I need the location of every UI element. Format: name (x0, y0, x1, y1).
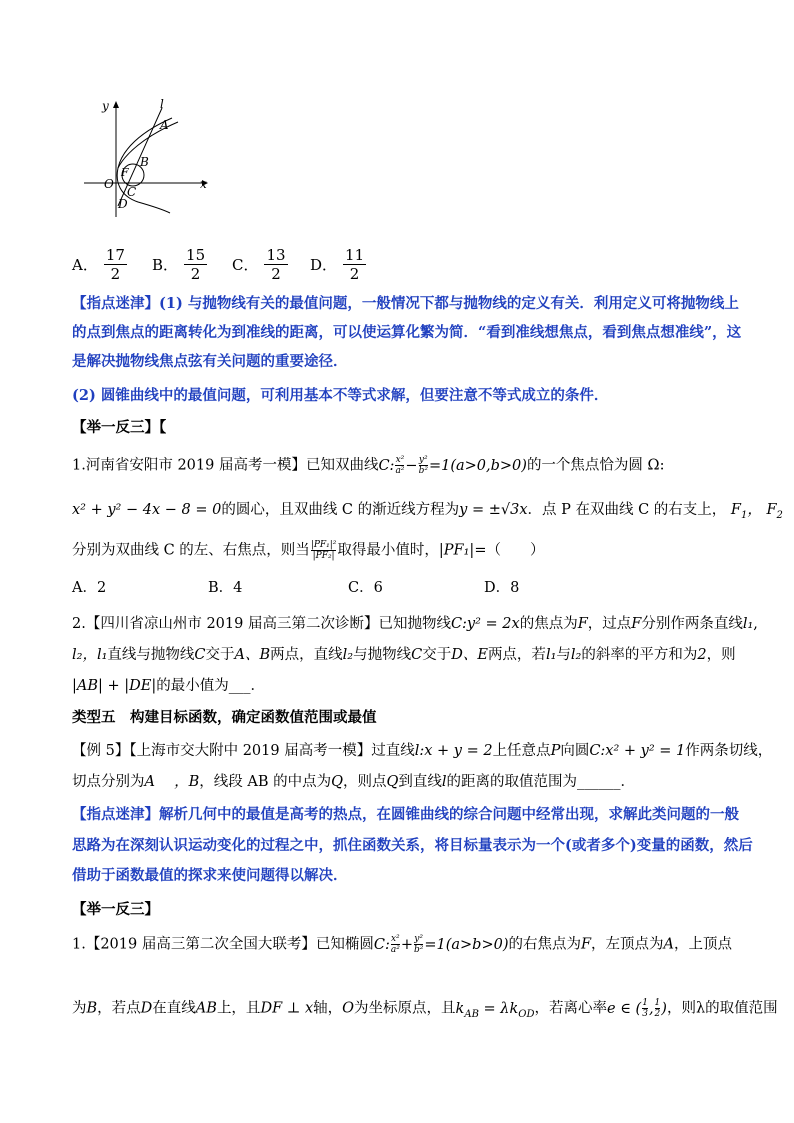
q1-line3 (72, 540, 734, 561)
option-fraction (184, 246, 207, 283)
q1-text: 取得最小值时， (337, 542, 439, 559)
circle-equation: x² + y² − 4x − 8 = 0 (72, 502, 222, 518)
numerator: 11 (345, 245, 365, 264)
numerator: 13 (266, 245, 286, 264)
q1-option-c: C．6 (348, 580, 383, 596)
ex5-text: ，则点 (343, 774, 387, 790)
option-c (232, 242, 294, 286)
denominator: 2 (271, 264, 281, 283)
label-x: x (200, 177, 207, 191)
ex5-text: ，线段 AB 的中点为 (199, 774, 332, 790)
q3-text: 1.【2019 届高三第二次全国大联考】已知椭圆 (72, 936, 374, 953)
tip-text: 是解决抛物线焦点弦有关问题的重要途径． (72, 353, 348, 370)
tip-text: 的点到焦点的距离转化为到准线的距离，可以使运算化繁为简．“看到准线想焦点，看到焦点想准线”，这 (72, 324, 742, 341)
q2-text: 的焦点为 (519, 616, 578, 632)
q3-text: ，若离心率 (534, 1000, 607, 1017)
ex5-text: 的距离的取值范围为______． (446, 774, 636, 790)
ex5-text: 作两条切线， (685, 743, 773, 759)
parabola-figure (80, 96, 220, 221)
numerator: 17 (105, 245, 125, 264)
tip1-line4 (72, 386, 734, 406)
q3-text: ，则λ的取值范围 (666, 1000, 778, 1017)
q1-line2 (72, 500, 783, 526)
q3-line1: 1.【2019 届高三第二次全国大联考】已知椭圆C: $\frac{\text{x²}}{\text{a²}}$ + $\frac{\text{y²}}{\text{b²}}$ =1(a>b>0)的右焦点为F，左顶点为A，上顶点 (72, 934, 733, 955)
ex5-text: 切点分别为 (72, 774, 145, 790)
q2-line2: l₂，l₁直线与抛物线C交于A、B两点，直线l₂与抛物线C交于D、E两点，若l₁与l₂的斜率的平方和为2，则 (72, 647, 736, 663)
label-F: F (121, 166, 129, 179)
q1-option-b: B．4 (208, 580, 243, 596)
denominator: 2 (110, 264, 121, 283)
q2-line3 (72, 676, 734, 696)
section-header: 【举一反三】【 (72, 419, 167, 436)
tip1-line2 (72, 323, 742, 343)
label-O: O (104, 177, 114, 191)
y-axis-arrow (113, 101, 119, 108)
q2-line1: 2.【四川省凉山州市 2019 届高三第二次诊断】已知抛物线C:y² = 2x的焦点为F，过点F分别作两条直线l₁, (72, 616, 758, 632)
ex5-text: 到直线 (398, 774, 442, 790)
ex5-text: 上任意点 (492, 743, 551, 759)
label-l: l (160, 97, 164, 111)
option-fraction (104, 246, 127, 283)
option-letter: C． (232, 255, 259, 274)
q2-text: 交于 (422, 647, 452, 663)
ex5-line1: 【例 5】【上海市交大附中 2019 届高考一模】过直线l:x + y = 2上任意点P向圆C:x² + y² = 1作两条切线， (72, 743, 773, 759)
q3-text: ，左顶点为 (591, 936, 664, 953)
option-fraction (264, 246, 287, 283)
q2-text: ，则 (706, 647, 736, 663)
q3-text: 为坐标原点，且 (354, 1000, 456, 1017)
foci-labels: $F_1$， $F_2$ (726, 502, 783, 521)
q1-line1 (72, 455, 734, 476)
q2-text: 两点，若 (487, 647, 546, 663)
hyperbola-equation: C: $\frac{\text{x²}}{\text{a²}}$ − $\frac{\text{y²}}{\text{b²}}$ =1(a>0,b>0) (378, 455, 527, 476)
q1-text: ．点 P 在双曲线 C 的右支上， (527, 502, 727, 518)
denominator: 2 (190, 264, 201, 283)
q2-text: 的最小值为___． (156, 678, 265, 694)
option-b (152, 242, 213, 286)
option-letter: B． (152, 255, 179, 274)
tip2-line3 (72, 866, 734, 886)
q1-text: 分别为双曲线 C 的左、右焦点，则当 (72, 542, 310, 559)
sum-expression: |AB| + |DE| (72, 678, 157, 694)
option-fraction (343, 246, 366, 283)
q1-option-a: A．2 (72, 580, 107, 596)
q2-text: 2.【四川省凉山州市 2019 届高三第二次诊断】已知抛物线 (72, 616, 451, 632)
q3-text: 轴， (313, 1000, 343, 1017)
tip1-line1 (72, 294, 739, 314)
tip-text: 解析几何中的最值是高考的热点，在圆锥曲线的综合问题中经常出现，求解此类问题的一般 (159, 806, 739, 823)
asymptote-equation: y = ±√3x (459, 502, 528, 518)
option-a (72, 242, 133, 286)
option-letter: A． (72, 255, 98, 274)
parabola-equation: C:y² = 2x (450, 616, 520, 632)
label-y: y (102, 99, 109, 113)
label-C: C (127, 185, 137, 199)
tip2-line1 (72, 805, 739, 825)
practice-header-2 (72, 900, 734, 920)
ellipse-equation: C: $\frac{\text{x²}}{\text{a²}}$ + $\frac{\text{y²}}{\text{b²}}$ =1(a>b>0) (373, 934, 509, 955)
q3-text: ，若点 (97, 1000, 141, 1017)
tip-text: 借助于函数最值的探求来使问题得以解决． (72, 867, 348, 884)
q1-text: =（ ） (474, 542, 545, 559)
q2-text: 直线与抛物线 (107, 647, 195, 663)
q2-text: 分别作两条直线 (641, 616, 743, 632)
tip-tag: 【指点迷津】 (72, 295, 159, 312)
ex5-text: 【例 5】【上海市交大附中 2019 届高考一模】过直线 (72, 743, 415, 759)
label-A: A (160, 118, 169, 132)
q3-text: 的右焦点为 (508, 936, 581, 953)
type5-heading (72, 708, 734, 728)
section-header: 【举一反三】 (72, 901, 159, 918)
section-heading: 类型五 构建目标函数，确定函数值范围或最值 (72, 709, 377, 726)
q2-text: ，过点 (587, 616, 632, 632)
option-letter: D． (310, 255, 338, 274)
q1-text: 的一个焦点恰为圆 Ω: (526, 457, 665, 474)
practice-header-1 (72, 418, 734, 438)
option-d (310, 242, 372, 286)
label-D: D (118, 197, 128, 211)
q2-text: 的斜率的平方和为 (581, 647, 698, 663)
ratio-expression: $\frac{\text{|PF₁|²}}{\text{|PF₂|}}$ (310, 540, 337, 561)
q3-text: 在直线 (152, 1000, 196, 1017)
tip-tag: 【指点迷津】 (72, 806, 159, 823)
denominator: 2 (349, 264, 360, 283)
ex5-line2: 切点分别为A ，B，线段 AB 的中点为Q，则点Q到直线l的距离的取值范围为______． (72, 774, 636, 790)
q3-text: 上，且 (216, 1000, 261, 1017)
q3-text: 为 (72, 1000, 87, 1017)
tip2-line2 (72, 836, 753, 856)
numerator: 15 (186, 245, 206, 264)
tip-text: 思路为在深刻认识运动变化的过程之中，抓住函数关系，将目标量表示为一个(或者多个)变量的函数，然后 (72, 837, 753, 854)
q1-text: 1.河南省安阳市 2019 届高考一模】已知双曲线 (72, 457, 379, 474)
label-B: B (140, 155, 149, 169)
q1-text: 的圆心，且双曲线 C 的渐近线方程为 (221, 502, 460, 518)
q2-text: 与 (556, 647, 571, 663)
q2-text: 两点，直线 (270, 647, 343, 663)
q3-text: ，上顶点 (674, 936, 733, 953)
ex5-text: 向圆 (560, 743, 590, 759)
tip-text: (2) 圆锥曲线中的最值问题，可利用基本不等式求解，但要注意不等式成立的条件． (72, 387, 609, 404)
q3-line2: 为B，若点D在直线AB上，且DF ⊥ x轴，O为坐标原点，且$k_{AB} = \lambda k_{OD}$，若离心率e ∈ ( $\frac{1}{3}$ , $\frac{1}{2}$ )，则λ的取值范围 (72, 998, 778, 1020)
q2-text: 与抛物线 (353, 647, 412, 663)
pf1-expression: |PF₁| (438, 542, 475, 559)
tip1-line3 (72, 352, 734, 372)
tip-text: (1) 与抛物线有关的最值问题，一般情况下都与抛物线的定义有关．利用定义可将抛物线上 (159, 295, 739, 312)
q2-text: 交于 (205, 647, 235, 663)
q1-option-d: D．8 (484, 580, 520, 596)
